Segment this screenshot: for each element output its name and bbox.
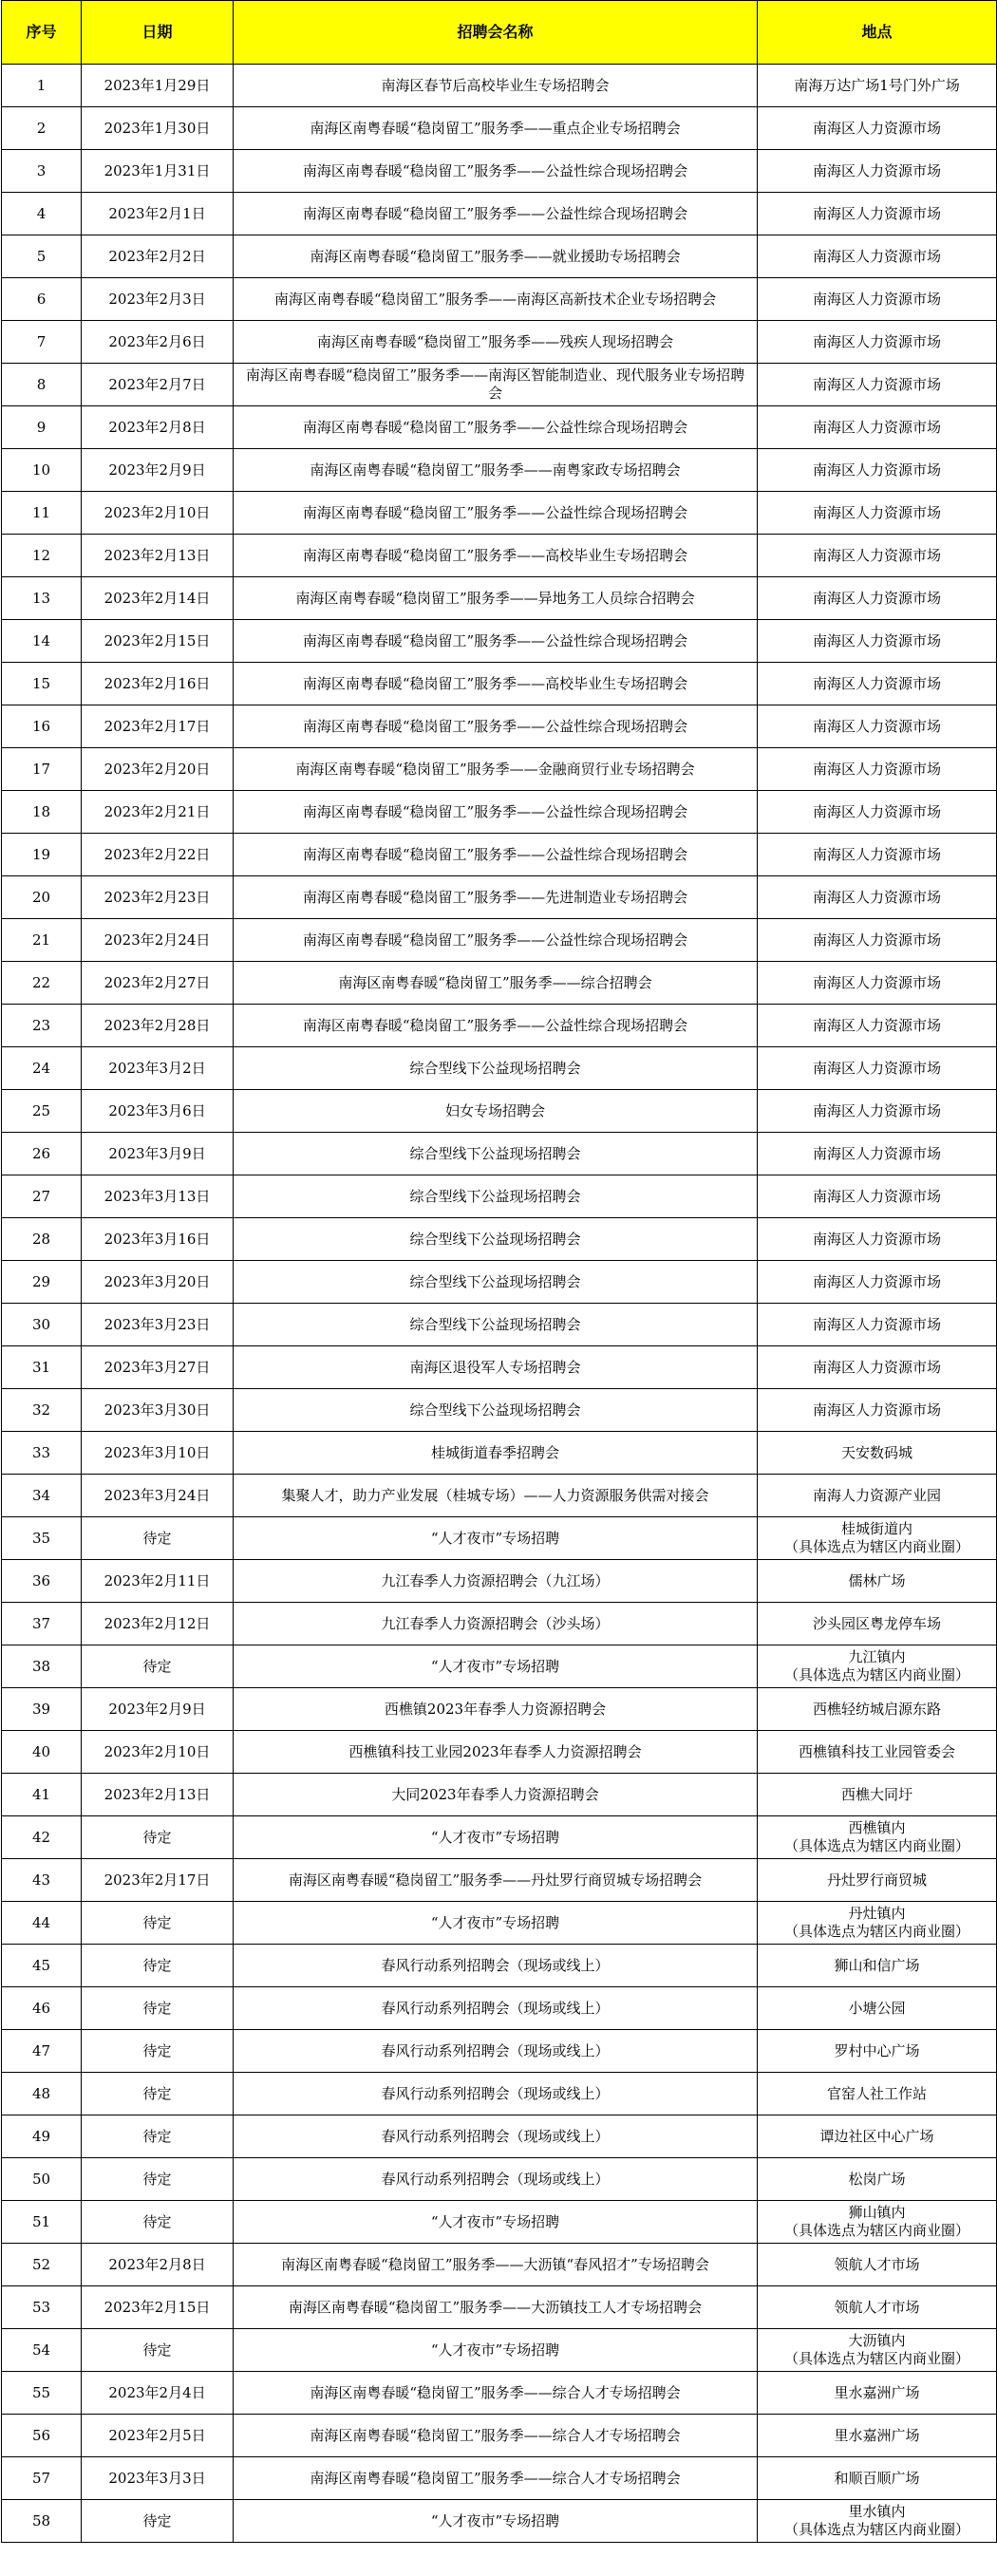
cell-fair-name: 综合型线下公益现场招聘会 [234,1389,758,1432]
table-row [2,449,997,492]
cell-fair-name: 南海区南粤春暖“稳岗留工”服务季——南粤家政专场招聘会 [234,449,758,492]
table-row [2,1090,997,1133]
cell-location: 南海区人力资源市场 [758,321,997,364]
table-row [2,1688,997,1731]
cell-date: 2023年2月13日 [82,535,234,577]
cell-date: 待定 [82,2158,234,2201]
cell-fair-name: 综合型线下公益现场招聘会 [234,1218,758,1261]
cell-location: 南海区人力资源市场 [758,962,997,1005]
cell-date: 2023年2月3日 [82,278,234,321]
cell-location: 南海区人力资源市场 [758,193,997,235]
cell-date: 待定 [82,2030,234,2073]
cell-fair-name: 南海区南粤春暖“稳岗留工”服务季——高校毕业生专场招聘会 [234,663,758,705]
cell-location: 里水嘉洲广场 [758,2415,997,2457]
cell-location: 南海区人力资源市场 [758,620,997,663]
cell-location: 丹灶罗行商贸城 [758,1859,997,1902]
cell-date: 待定 [82,1816,234,1859]
cell-location: 南海区人力资源市场 [758,1175,997,1218]
cell-location: 南海区人力资源市场 [758,1389,997,1432]
header-fair-name: 招聘会名称 [234,1,758,65]
cell-location: 狮山镇内 （具体选点为辖区内商业圈） [758,2201,997,2244]
table-row [2,1304,997,1346]
cell-index: 13 [2,577,82,620]
cell-fair-name: 南海区南粤春暖“稳岗留工”服务季——综合人才专场招聘会 [234,2457,758,2500]
table-row [2,535,997,577]
cell-index: 29 [2,1261,82,1304]
cell-index: 56 [2,2415,82,2457]
cell-location: 西樵镇科技工业园管委会 [758,1731,997,1774]
cell-fair-name: 综合型线下公益现场招聘会 [234,1175,758,1218]
cell-location: 南海区人力资源市场 [758,791,997,834]
table-row [2,278,997,321]
table-row [2,748,997,791]
cell-fair-name: “人才夜市”专场招聘 [234,2329,758,2372]
cell-date: 2023年2月17日 [82,705,234,748]
cell-location: 南海区人力资源市场 [758,364,997,406]
table-row [2,791,997,834]
table-row [2,235,997,278]
table-row [2,2286,997,2329]
cell-date: 2023年1月29日 [82,65,234,107]
table-row [2,1175,997,1218]
cell-date: 2023年3月16日 [82,1218,234,1261]
table-row [2,620,997,663]
cell-date: 2023年2月15日 [82,620,234,663]
cell-location: 南海区人力资源市场 [758,406,997,449]
cell-index: 26 [2,1133,82,1175]
cell-date: 2023年1月31日 [82,150,234,193]
table-row [2,577,997,620]
cell-date: 2023年1月30日 [82,107,234,150]
cell-date: 2023年2月20日 [82,748,234,791]
cell-index: 49 [2,2115,82,2158]
cell-index: 57 [2,2457,82,2500]
cell-index: 2 [2,107,82,150]
cell-date: 2023年2月9日 [82,449,234,492]
cell-location: 南海区人力资源市场 [758,1261,997,1304]
cell-fair-name: 南海区南粤春暖“稳岗留工”服务季——大沥镇技工人才专场招聘会 [234,2286,758,2329]
cell-index: 7 [2,321,82,364]
cell-date: 2023年2月1日 [82,193,234,235]
cell-location: 西樵轻纺城启源东路 [758,1688,997,1731]
cell-fair-name: “人才夜市”专场招聘 [234,1645,758,1688]
table-row [2,107,997,150]
cell-index: 41 [2,1774,82,1816]
cell-date: 待定 [82,2115,234,2158]
cell-location: 大沥镇内 （具体选点为辖区内商业圈） [758,2329,997,2372]
table-row [2,2372,997,2415]
cell-fair-name: “人才夜市”专场招聘 [234,1816,758,1859]
cell-fair-name: 南海区南粤春暖“稳岗留工”服务季——公益性综合现场招聘会 [234,834,758,876]
cell-index: 48 [2,2073,82,2115]
cell-location: 罗村中心广场 [758,2030,997,2073]
cell-date: 待定 [82,1517,234,1560]
cell-date: 2023年3月6日 [82,1090,234,1133]
cell-fair-name: “人才夜市”专场招聘 [234,1902,758,1945]
cell-fair-name: “人才夜市”专场招聘 [234,2201,758,2244]
cell-date: 2023年2月21日 [82,791,234,834]
cell-fair-name: 妇女专场招聘会 [234,1090,758,1133]
cell-date: 待定 [82,2329,234,2372]
cell-fair-name: 南海区南粤春暖“稳岗留工”服务季——公益性综合现场招聘会 [234,492,758,535]
cell-location: 西樵大同圩 [758,1774,997,1816]
cell-date: 2023年2月28日 [82,1005,234,1047]
table-row [2,2500,997,2543]
cell-location: 南海区人力资源市场 [758,834,997,876]
cell-date: 2023年3月10日 [82,1432,234,1475]
table-row [2,1987,997,2030]
cell-date: 2023年2月8日 [82,2244,234,2286]
cell-index: 27 [2,1175,82,1218]
cell-date: 2023年2月9日 [82,1688,234,1731]
cell-location: 南海区人力资源市场 [758,1304,997,1346]
cell-fair-name: 南海区退役军人专场招聘会 [234,1346,758,1389]
cell-date: 2023年2月6日 [82,321,234,364]
cell-date: 2023年2月5日 [82,2415,234,2457]
table-row [2,1902,997,1945]
cell-index: 15 [2,663,82,705]
cell-fair-name: 西樵镇2023年春季人力资源招聘会 [234,1688,758,1731]
cell-date: 2023年2月23日 [82,876,234,919]
cell-fair-name: 综合型线下公益现场招聘会 [234,1133,758,1175]
cell-date: 2023年2月10日 [82,1731,234,1774]
cell-fair-name: 九江春季人力资源招聘会（沙头场） [234,1603,758,1645]
cell-date: 2023年2月7日 [82,364,234,406]
cell-location: 南海区人力资源市场 [758,107,997,150]
cell-date: 2023年3月30日 [82,1389,234,1432]
cell-fair-name: 南海区南粤春暖“稳岗留工”服务季——残疾人现场招聘会 [234,321,758,364]
cell-fair-name: 桂城街道春季招聘会 [234,1432,758,1475]
table-row [2,1218,997,1261]
cell-fair-name: 南海区南粤春暖“稳岗留工”服务季——高校毕业生专场招聘会 [234,535,758,577]
cell-location: 南海区人力资源市场 [758,1346,997,1389]
header-index: 序号 [2,1,82,65]
cell-index: 28 [2,1218,82,1261]
cell-location: 南海区人力资源市场 [758,748,997,791]
cell-fair-name: 春风行动系列招聘会（现场或线上） [234,2115,758,2158]
cell-date: 2023年3月24日 [82,1475,234,1517]
cell-fair-name: 春风行动系列招聘会（现场或线上） [234,2073,758,2115]
cell-location: 南海人力资源产业园 [758,1475,997,1517]
cell-index: 39 [2,1688,82,1731]
cell-location: 九江镇内 （具体选点为辖区内商业圈） [758,1645,997,1688]
cell-date: 2023年3月20日 [82,1261,234,1304]
cell-date: 2023年2月2日 [82,235,234,278]
cell-fair-name: 南海区南粤春暖“稳岗留工”服务季——公益性综合现场招聘会 [234,1005,758,1047]
cell-fair-name: 南海区南粤春暖“稳岗留工”服务季——综合人才专场招聘会 [234,2372,758,2415]
cell-location: 南海区人力资源市场 [758,876,997,919]
cell-index: 10 [2,449,82,492]
cell-index: 52 [2,2244,82,2286]
cell-fair-name: 春风行动系列招聘会（现场或线上） [234,2158,758,2201]
cell-location: 丹灶镇内 （具体选点为辖区内商业圈） [758,1902,997,1945]
cell-fair-name: 综合型线下公益现场招聘会 [234,1304,758,1346]
cell-date: 2023年3月23日 [82,1304,234,1346]
cell-fair-name: 集聚人才，助力产业发展（桂城专场）——人力资源服务供需对接会 [234,1475,758,1517]
cell-index: 40 [2,1731,82,1774]
cell-location: 南海区人力资源市场 [758,1218,997,1261]
cell-index: 44 [2,1902,82,1945]
cell-location: 里水镇内 （具体选点为辖区内商业圈） [758,2500,997,2543]
cell-index: 53 [2,2286,82,2329]
table-row [2,321,997,364]
table-row [2,876,997,919]
cell-fair-name: 南海区南粤春暖“稳岗留工”服务季——综合招聘会 [234,962,758,1005]
table-body [2,65,997,2543]
table-row [2,492,997,535]
cell-location: 南海区人力资源市场 [758,1090,997,1133]
cell-fair-name: 南海区南粤春暖“稳岗留工”服务季——公益性综合现场招聘会 [234,406,758,449]
cell-location: 西樵镇内 （具体选点为辖区内商业圈） [758,1816,997,1859]
table-row [2,919,997,962]
cell-fair-name: 南海区南粤春暖“稳岗留工”服务季——金融商贸行业专场招聘会 [234,748,758,791]
cell-index: 12 [2,535,82,577]
cell-index: 42 [2,1816,82,1859]
cell-location: 桂城街道内 （具体选点为辖区内商业圈） [758,1517,997,1560]
table-row [2,1346,997,1389]
table-row [2,2115,997,2158]
table-row [2,1859,997,1902]
cell-fair-name: 南海区南粤春暖“稳岗留工”服务季——公益性综合现场招聘会 [234,150,758,193]
cell-date: 2023年3月2日 [82,1047,234,1090]
cell-index: 36 [2,1560,82,1603]
cell-index: 16 [2,705,82,748]
cell-location: 狮山和信广场 [758,1945,997,1987]
cell-index: 22 [2,962,82,1005]
cell-date: 待定 [82,2500,234,2543]
cell-date: 2023年2月24日 [82,919,234,962]
cell-location: 领航人才市场 [758,2286,997,2329]
table-row [2,1560,997,1603]
cell-date: 2023年2月27日 [82,962,234,1005]
cell-fair-name: 南海区南粤春暖“稳岗留工”服务季——先进制造业专场招聘会 [234,876,758,919]
cell-fair-name: 春风行动系列招聘会（现场或线上） [234,2030,758,2073]
cell-index: 5 [2,235,82,278]
cell-index: 25 [2,1090,82,1133]
cell-index: 6 [2,278,82,321]
cell-index: 37 [2,1603,82,1645]
job-fair-table [1,0,997,2543]
cell-index: 32 [2,1389,82,1432]
cell-fair-name: “人才夜市”专场招聘 [234,1517,758,1560]
cell-date: 2023年3月27日 [82,1346,234,1389]
cell-date: 2023年2月12日 [82,1603,234,1645]
table-row [2,1645,997,1688]
cell-date: 2023年3月3日 [82,2457,234,2500]
header-date: 日期 [82,1,234,65]
cell-fair-name: 南海区南粤春暖“稳岗留工”服务季——公益性综合现场招聘会 [234,919,758,962]
cell-location: 南海区人力资源市场 [758,1047,997,1090]
table-row [2,2329,997,2372]
cell-date: 2023年2月15日 [82,2286,234,2329]
cell-fair-name: 南海区南粤春暖“稳岗留工”服务季——公益性综合现场招聘会 [234,791,758,834]
cell-location: 里水嘉洲广场 [758,2372,997,2415]
cell-index: 4 [2,193,82,235]
cell-fair-name: 春风行动系列招聘会（现场或线上） [234,1945,758,1987]
cell-date: 2023年2月16日 [82,663,234,705]
table-row [2,2201,997,2244]
cell-index: 23 [2,1005,82,1047]
cell-index: 43 [2,1859,82,1902]
table-row [2,1603,997,1645]
cell-location: 南海区人力资源市场 [758,492,997,535]
cell-date: 待定 [82,1987,234,2030]
cell-date: 待定 [82,2073,234,2115]
table-row [2,1261,997,1304]
cell-location: 南海区人力资源市场 [758,278,997,321]
cell-index: 50 [2,2158,82,2201]
table-row [2,1475,997,1517]
cell-index: 38 [2,1645,82,1688]
cell-index: 3 [2,150,82,193]
cell-fair-name: 南海区南粤春暖“稳岗留工”服务季——公益性综合现场招聘会 [234,193,758,235]
cell-index: 20 [2,876,82,919]
table-row [2,150,997,193]
table-row [2,1047,997,1090]
cell-index: 45 [2,1945,82,1987]
cell-index: 19 [2,834,82,876]
cell-fair-name: 综合型线下公益现场招聘会 [234,1047,758,1090]
cell-index: 35 [2,1517,82,1560]
cell-location: 和顺百顺广场 [758,2457,997,2500]
cell-index: 30 [2,1304,82,1346]
table-row [2,2415,997,2457]
cell-fair-name: 南海区南粤春暖“稳岗留工”服务季——南海区智能制造业、现代服务业专场招聘会 [234,364,758,406]
cell-index: 18 [2,791,82,834]
cell-index: 51 [2,2201,82,2244]
cell-index: 8 [2,364,82,406]
table-header [2,1,997,65]
cell-date: 2023年2月11日 [82,1560,234,1603]
cell-date: 2023年2月10日 [82,492,234,535]
cell-fair-name: 综合型线下公益现场招聘会 [234,1261,758,1304]
table-row [2,2244,997,2286]
cell-index: 58 [2,2500,82,2543]
cell-fair-name: 南海区南粤春暖“稳岗留工”服务季——公益性综合现场招聘会 [234,620,758,663]
cell-fair-name: 南海区南粤春暖“稳岗留工”服务季——丹灶罗行商贸城专场招聘会 [234,1859,758,1902]
table-row [2,705,997,748]
table-row [2,1731,997,1774]
cell-date: 2023年2月14日 [82,577,234,620]
cell-location: 官窑人社工作站 [758,2073,997,2115]
cell-location: 南海区人力资源市场 [758,235,997,278]
table-row [2,962,997,1005]
cell-fair-name: 南海区南粤春暖“稳岗留工”服务季——就业援助专场招聘会 [234,235,758,278]
cell-index: 17 [2,748,82,791]
cell-index: 21 [2,919,82,962]
cell-date: 2023年2月4日 [82,2372,234,2415]
cell-fair-name: “人才夜市”专场招聘 [234,2500,758,2543]
cell-location: 沙头园区粤龙停车场 [758,1603,997,1645]
cell-date: 2023年3月13日 [82,1175,234,1218]
cell-fair-name: 西樵镇科技工业园2023年春季人力资源招聘会 [234,1731,758,1774]
cell-index: 24 [2,1047,82,1090]
cell-location: 南海区人力资源市场 [758,663,997,705]
cell-index: 33 [2,1432,82,1475]
table-row [2,2158,997,2201]
cell-fair-name: 南海区南粤春暖“稳岗留工”服务季——大沥镇“春风招才”专场招聘会 [234,2244,758,2286]
cell-location: 领航人才市场 [758,2244,997,2286]
cell-location: 南海万达广场1号门外广场 [758,65,997,107]
cell-location: 南海区人力资源市场 [758,577,997,620]
cell-date: 待定 [82,2201,234,2244]
cell-location: 南海区人力资源市场 [758,919,997,962]
cell-date: 待定 [82,1945,234,1987]
table-row [2,1389,997,1432]
table-row [2,1517,997,1560]
cell-location: 南海区人力资源市场 [758,150,997,193]
cell-location: 小塘公园 [758,1987,997,2030]
cell-date: 待定 [82,1645,234,1688]
header-location: 地点 [758,1,997,65]
cell-location: 松岗广场 [758,2158,997,2201]
cell-index: 9 [2,406,82,449]
table-row [2,2457,997,2500]
table-row [2,193,997,235]
cell-fair-name: 南海区南粤春暖“稳岗留工”服务季——综合人才专场招聘会 [234,2415,758,2457]
cell-date: 待定 [82,1902,234,1945]
cell-index: 46 [2,1987,82,2030]
cell-location: 南海区人力资源市场 [758,535,997,577]
cell-location: 谭边社区中心广场 [758,2115,997,2158]
cell-fair-name: 大同2023年春季人力资源招聘会 [234,1774,758,1816]
table-row [2,1133,997,1175]
cell-index: 54 [2,2329,82,2372]
cell-index: 1 [2,65,82,107]
table-row [2,834,997,876]
cell-index: 11 [2,492,82,535]
table-row [2,1945,997,1987]
table-row [2,663,997,705]
header-row [2,1,997,65]
cell-fair-name: 南海区春节后高校毕业生专场招聘会 [234,65,758,107]
cell-location: 南海区人力资源市场 [758,1005,997,1047]
cell-index: 14 [2,620,82,663]
table-row [2,1774,997,1816]
table-row [2,2073,997,2115]
cell-fair-name: 南海区南粤春暖“稳岗留工”服务季——重点企业专场招聘会 [234,107,758,150]
cell-location: 南海区人力资源市场 [758,1133,997,1175]
cell-index: 55 [2,2372,82,2415]
cell-fair-name: 南海区南粤春暖“稳岗留工”服务季——南海区高新技术企业专场招聘会 [234,278,758,321]
cell-index: 47 [2,2030,82,2073]
cell-index: 34 [2,1475,82,1517]
table-row [2,406,997,449]
cell-fair-name: 九江春季人力资源招聘会（九江场） [234,1560,758,1603]
cell-location: 南海区人力资源市场 [758,449,997,492]
table-row [2,1816,997,1859]
cell-date: 2023年2月13日 [82,1774,234,1816]
table-row [2,65,997,107]
cell-fair-name: 南海区南粤春暖“稳岗留工”服务季——公益性综合现场招聘会 [234,705,758,748]
cell-fair-name: 春风行动系列招聘会（现场或线上） [234,1987,758,2030]
cell-date: 2023年2月22日 [82,834,234,876]
cell-location: 天安数码城 [758,1432,997,1475]
table-row [2,364,997,406]
cell-date: 2023年3月9日 [82,1133,234,1175]
cell-location: 南海区人力资源市场 [758,705,997,748]
table-row [2,2030,997,2073]
cell-location: 儒林广场 [758,1560,997,1603]
cell-index: 31 [2,1346,82,1389]
table-row [2,1005,997,1047]
cell-fair-name: 南海区南粤春暖“稳岗留工”服务季——异地务工人员综合招聘会 [234,577,758,620]
cell-date: 2023年2月8日 [82,406,234,449]
cell-date: 2023年2月17日 [82,1859,234,1902]
table-row [2,1432,997,1475]
